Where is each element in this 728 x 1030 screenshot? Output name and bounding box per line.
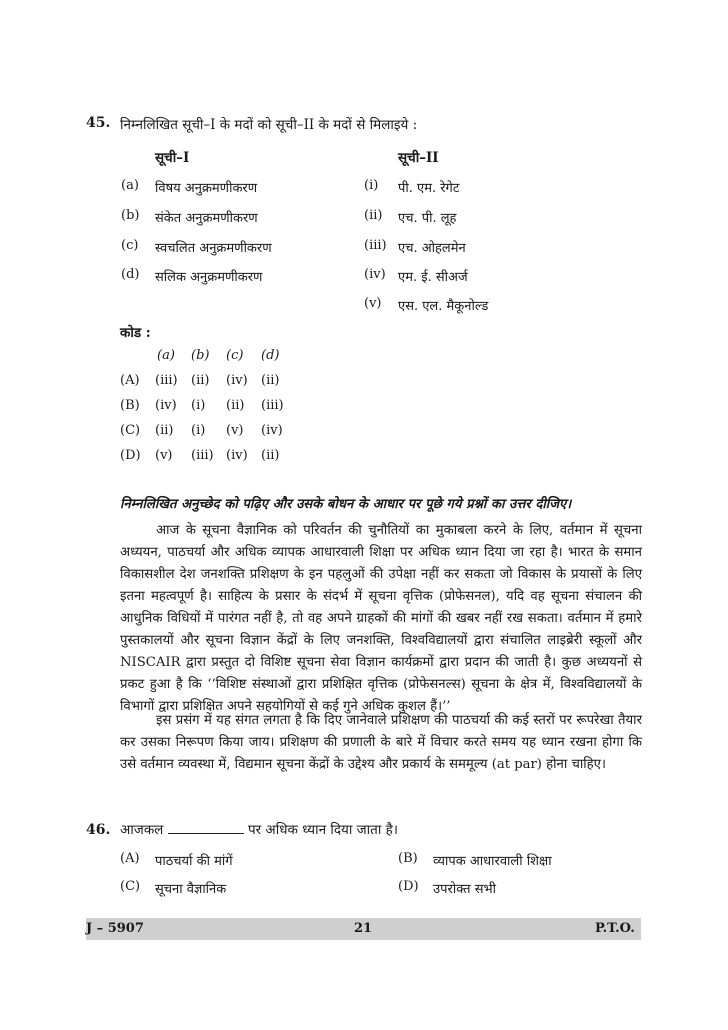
list1-item-text: संकेत अनुक्रमणीकरण [155,211,258,226]
list2-item-label: (ii) [364,208,383,223]
question-45-number: 45. [86,115,111,131]
code-option-label: (D) [120,448,141,463]
code-cell: (iv) [226,373,248,388]
code-label: कोड : [120,325,151,341]
code-option-label: (A) [120,373,140,388]
code-option-label: (B) [120,398,140,413]
list1-item-label: (d) [121,267,140,282]
list2-item-label: (v) [364,296,382,311]
list1-item-label: (c) [121,238,139,253]
list1-item-text: सलिक अनुक्रमणीकरण [155,270,263,285]
question-46-text-after: पर अधिक ध्यान दिया जाता है। [247,822,398,838]
code-cell: (iv) [261,423,283,438]
code-cell: (v) [155,448,173,463]
list1-item-label: (a) [121,178,139,193]
footer-page-number: 21 [354,921,373,936]
code-cell: (iii) [191,448,214,463]
list1-item-text: विषय अनुक्रमणीकरण [155,181,258,196]
code-cell: (ii) [155,423,174,438]
list2-item-text: एम. ई. सीअर्ज [398,270,468,285]
list2-item-text: एच. पी. लूह [398,211,457,226]
code-header: (b) [191,348,210,363]
question-45-instruction: निम्नलिखित सूची–I के मदों को सूची–II के मदों से मिलाइये : [120,117,418,133]
list2-item-text: एच. ओहलमेन [398,241,466,256]
list2-item-label: (iii) [364,238,387,253]
list1-item-label: (b) [121,208,140,223]
option-label: (C) [120,879,141,894]
passage-paragraph-1: आज के सूचना वैज्ञानिक को परिवर्तन की चुनौतियों का मुकाबला करने के लिए, वर्तमान में सूचना अध्ययन, पाठचर्या और अधिक व्यापक आधारवाली शिक्षा पर अधिक ध्यान दिया जा रहा है। भारत के समान विकासशील देश जनशक्ति प्रशिक्षण के इन पहलुओं की उपेक्षा नहीं कर सकता जो विकास के प्रयासों के लिए इतना महत्वपूर्ण है। साहित्य के प्रसार के संदर्भ में सूचना वृत्तिक (प्रोफेसनल), यदि वह सूचना संचालन की आधुनिक विधियों में पारंगत नहीं है, तो वह अपने ग्राहकों की मांगों की खबर नहीं रख सकता। वर्तमान में हमारे पुस्तकालयों और सूचना विज्ञान केंद्रों के लिए जनशक्ति, विश्वविद्यालयों द्वारा संचालित लाइब्रेरी स्कूलों और NISCAIR द्वारा प्रस्तुत दो विशिष्ट सूचना सेवा विज्ञान कार्यक्रमों द्वारा प्रदान की जाती है। कुछ अध्ययनों से प्रकट हुआ है कि ‘‘विशिष्ट संस्थाओं द्वारा प्रशिक्षित वृत्तिक (प्रोफेसनल्स) सूचना के क्षेत्र में, विश्वविद्यालयों के विभागों द्वारा प्रशिक्षित अपने सहयोगियों से कई गुने अधिक कुशल हैं।’’ [120,523,642,714]
list2-item-label: (i) [364,178,379,193]
option-text: उपरोक्त सभी [433,882,496,897]
list1-item-text: स्वचलित अनुक्रमणीकरण [155,241,272,256]
option-label: (D) [398,879,419,894]
code-cell: (i) [191,398,206,413]
option-text: पाठचर्या की मांगें [155,854,233,869]
list2-item-text: पी. एम. रेगेट [398,181,460,196]
option-text: सूचना वैज्ञानिक [155,882,227,897]
option-label: (A) [120,851,140,866]
list2-item-label: (iv) [364,267,386,282]
code-cell: (iii) [155,373,178,388]
code-cell: (ii) [226,398,245,413]
list2-item-text: एस. एल. मैकूनोल्ड [398,299,489,314]
question-46-number: 46. [86,822,111,838]
code-option-label: (C) [120,423,141,438]
question-46-text-before: आजकल [120,822,164,838]
code-cell: (iii) [261,398,284,413]
code-cell: (ii) [261,448,280,463]
code-header: (a) [157,348,175,363]
option-label: (B) [398,851,418,866]
code-cell: (i) [191,423,206,438]
list1-header: सूची–I [155,150,190,166]
answer-blank [168,823,244,834]
code-cell: (ii) [261,373,280,388]
footer-pto: P.T.O. [595,921,635,936]
code-header: (d) [261,348,280,363]
list2-header: सूची–II [398,150,439,166]
code-cell: (iv) [155,398,177,413]
code-cell: (v) [226,423,244,438]
passage-paragraph-2: इस प्रसंग में यह संगत लगता है कि दिए जानेवाले प्रशिक्षण की पाठचर्या की कई स्तरों पर रूपरेखा तैयार कर उसका निरूपण किया जाय। प्रशिक्षण की प्रणाली के बारे में विचार करते समय यह ध्यान रखना होगा कि उसे वर्तमान व्यवस्था में, विद्यमान सूचना केंद्रों के उद्देश्य और प्रकार्य के सममूल्य (at par) होना चाहिए। [120,713,642,772]
code-cell: (ii) [191,373,210,388]
code-header: (c) [226,348,244,363]
code-cell: (iv) [226,448,248,463]
option-text: व्यापक आधारवाली शिक्षा [433,854,552,869]
footer-code: J – 5907 [86,921,144,936]
passage-heading: निम्नलिखित अनुच्छेद को पढ़िए और उसके बोधन के आधार पर पूछे गये प्रश्नों का उत्तर दीजिए। [120,497,572,512]
question-46-text [120,820,398,838]
